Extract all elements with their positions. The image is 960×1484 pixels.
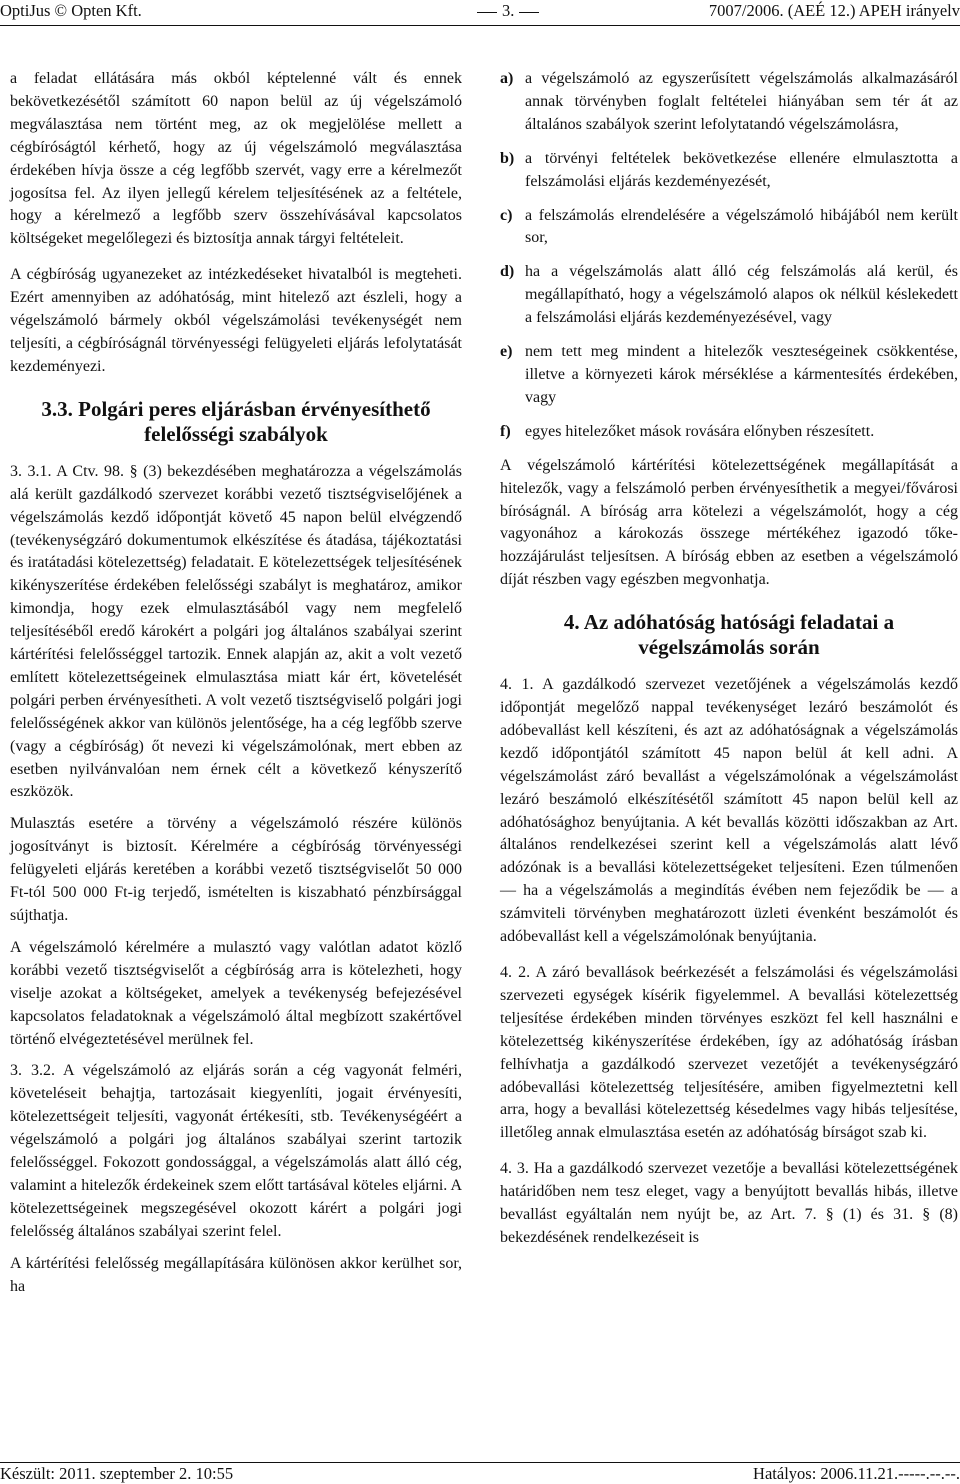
list-item-text: a törvényi feltételek bekövetkezése ellenére elmulasztotta a felszámolási eljárás kezdeményezését, [525,149,958,190]
page-footer [0,1464,960,1484]
page-header [0,0,960,22]
list-item-label: e) [500,343,513,361]
dash-left [477,12,497,13]
list-item [500,341,958,410]
list-item-text: nem tett meg mindent a hitelezők veszteségeinek csökkentése, illetve a környezeti károk mérséklése a kármentesítés érdekében, vagy [525,343,958,406]
paragraph: 4. 3. Ha a gazdálkodó szervezet vezetője a bevallási kötelezettségének határidőben nem tesz eleget, vagy a benyújtott bevallás hibás, illetve bevallást egyáltalán nem nyújt be, az Art. 7. § (1) és 31. § (8) bekezdésének rendelkezéseit is [500,1160,958,1246]
list-item-text: a végelszámoló az egyszerűsített végelszámolás alkalmazásáról annak törvényben foglalt feltételei hiányában sem tér át az általános szabályok szerint lefolytatandó végelszámolásra, [525,70,958,133]
paragraph: 3. 3.2. A végelszámoló az eljárás során a cég vagyonát felméri, követeléseit behajtja, tartozásait kiegyenlíti, jogait érvényesíti, kötelezettségeit teljesíti, vagyonát értékesíti, stb. Tevékenységéért a végelszámoló a polgári jog általános szabályai szerint tartozik felelősséggel. Fokozott gondossággal, a végelszámolás alatt álló cég, valamint a hitelezők érdekeinek szem előtt tartásával köteles eljárni. A kötelezettségeinek megszegésével okozott kárért a polgári jogi felelősség általános szabályai szerint felel. [10,1062,462,1240]
dash-right [519,12,539,13]
list-item [500,68,958,137]
footer-rule [0,1462,960,1463]
list-item [500,421,958,444]
list-item [500,148,958,194]
list-item-label: b) [500,149,515,167]
paragraph: A cégbíróság ugyanezeket az intézkedéseket hivatalból is megteheti. Ezért amennyiben az adóhatóság, mint hitelező azt észleli, hogy a végelszámoló bármely okból végelszámolási tevékenységét nem teljesíti, a cégbíróságnál törvényességi felügyeleti eljárás lefolytatását kezdeményezi. [10,266,462,375]
section-title-line: végelszámolás során [638,635,820,660]
list-item-text: a felszámolás elrendelésére a végelszámoló hibájából nem került sor, [525,206,958,247]
list-item-label: c) [500,206,513,224]
list-item [500,261,958,330]
header-page-number [472,0,544,22]
header-publisher: OptiJus © Opten Kft. [0,1,142,20]
section-title-4 [500,610,958,660]
list-item-label: a) [500,70,514,87]
section-title-3-3 [10,397,462,447]
list-item [500,205,958,251]
list-item-label: f) [500,422,511,440]
section-title-line: 3.3. Polgári peres eljárásban érvényesíthető [41,396,431,421]
paragraph: 4. 1. A gazdálkodó szervezet vezetőjének a végelszámolás kezdő időpontját megelőző nappal tevékenységet lezáró beszámolót és adóbevallást kell készíteni, és azt az adóhatóságnak a végelszámolás kezdő időpontjától számított 45 napon belül át kell adni. A végelszámolást záró bevallást a végelszámolónak a végelszámolást lezáró beszámoló elkészítésétől számított 45 napon belül kell az adóhatósághoz benyújtania. A két bevallás közötti időszakban az Art. általános rendelkezései szerint kell a végelszámolás alatt lévő adózónak is a bevallási kötelezettségeket teljesíteni. Ezen túlmenően — ha a végelszámolás a megindítás évében nem fejeződik be — a számviteli törvényben meghatározott üzleti évenként beszámolót és adóbevallást kell a végelszámolónak benyújtania. [500,676,958,946]
left-column [10,68,462,1308]
paragraph: A kártérítési felelősség megállapítására különösen akkor kerülhet sor, ha [10,1254,462,1295]
list-item-label: d) [500,263,515,281]
header-rule [0,25,960,26]
footer-effective: Hatályos: 2006.11.21.-----.--.--. [753,1464,960,1483]
paragraph: A végelszámoló kérelmére a mulasztó vagy valótlan adatot közlő korábbi vezető tisztségviselőt a cégbíróság arra is kötelezheti, hogy viselje azokat a költségeket, amelyek a tevékenység befejezésével kapcsolatos feladatoknak a végelszámoló által megbízott szakértővel történő elvégeztetésével merülnek fel. [10,938,462,1048]
page-number: 3. [502,1,515,20]
paragraph: 3. 3.1. A Ctv. 98. § (3) bekezdésében meghatározza a végelszámolás alá került gazdálkodó szervezet korábbi vezető tisztségviselőjének a végelszámolás kezdő időpontját követő 45 napon belül elvégzendő (tevékenységzáró dokumentumok elkészítése és átadása, tájékoztatási és iratátadási kötelezettség) feladatait. E kötelezettségek teljesítésének kikényszerítése érdekében felelősségi szabályt is meghatároz, amikor kimondja, hogy ezek elmulasztásából vagy nem megfelelő teljesítéséből eredő károkért a polgári jog általános szabályai szerint kártérítési felelősséggel tartozik. Ennek alapján az, akit a volt vezető említett kötelezettségeinek elmulasztása miatt kár ért, követelését polgári perben érvényesítheti. A volt vezető tisztségviselő polgári jogi felelősségének akkor van különös jelentősége, ha a cég legfőbb szerve (vagy a cégbíróság) őt nevezi ki végelszámolónak, mert ebben az esetben nyilvánvalóan nem érnek célt a következő kényszerítő eszközök. [10,462,462,801]
list-item-text: egyes hitelezőket mások rovására előnyben részesített. [525,422,875,440]
paragraph: A végelszámoló kártérítési kötelezettségének megállapítását a hitelezők, vagy a felszámoló perben érvényesíthetik a megyei/fővárosi bíróságnál. A bíróság arra kötelezi a végelszámolót, hogy a cég vagyonához a károkozás összege mértékéhez igazodó tőke-hozzájárulást teljesítsen. A bíróság ebben az esetben a végelszámoló díját részben vagy egészben megvonhatja. [500,456,958,589]
section-title-line: 4. Az adóhatóság hatósági feladatai a [563,610,895,635]
paragraph: a feladat ellátására más okból képtelenné vált és ennek bekövetkezésétől számított 60 napon belül az új végelszámoló megválasztása nem történt meg, az ok megjelölése mellett a cégbíróságtól kérhető, hogy az új végelszámoló megválasztása érdekében hívja össze a cég legfőbb szervét, vagy erre a kérelmezőt jogosítsa fel. Az ilyen jellegű kérelem teljesítésének az a feltétele, hogy a kérelmező a legfőbb szerv összehívásával kapcsolatos költségeket megelőlegezi és biztosítja annak tárgyi feltételeit. [10,70,462,248]
header-document-title: 7007/2006. (AEÉ 12.) APEH irányelv [708,1,960,20]
right-column [500,68,958,1263]
paragraph: 4. 2. A záró bevallások beérkezését a felszámolási és végelszámolási szervezeti egységek kísérik figyelemmel. A bevallási kötelezettség teljesítése érdekében minden törvényes eszközt fel kell használni e kötelezettség kikényszerítése érdekében, így az adóhatóság írásban felhívhatja a gazdálkodó szervezet vezetőjét a tevékenységzáró adóbevallási kötelezettség teljesítésére, amiben figyelmeztetni kell arra, hogy a bevallási kötelezettség késedelmes vagy hibás teljesítése, illetőleg annak elmulasztása esetén az adóhatóság bírságot szab ki. [500,964,958,1142]
section-title-line: felelősségi szabályok [144,421,328,446]
footer-created: Készült: 2011. szeptember 2. 10:55 [0,1464,234,1483]
paragraph: Mulasztás esetére a törvény a végelszámoló részére különös jogosítványt is biztosít. Kérelmére a cégbíróság törvényességi felügyeleti eljárás keretében a korábbi vezető tisztségviselőt 50 000 Ft-tól 500 000 Ft-ig terjedő, ismételten is kiszabható pénzbírsággal sújthatja. [10,815,462,924]
list-item-text: ha a végelszámolás alatt álló cég felszámolás alá kerül, és megállapítható, hogy a végelszámoló alapos ok nélkül késlekedett a felszámolási eljárás kezdeményezésével, vagy [525,263,958,327]
